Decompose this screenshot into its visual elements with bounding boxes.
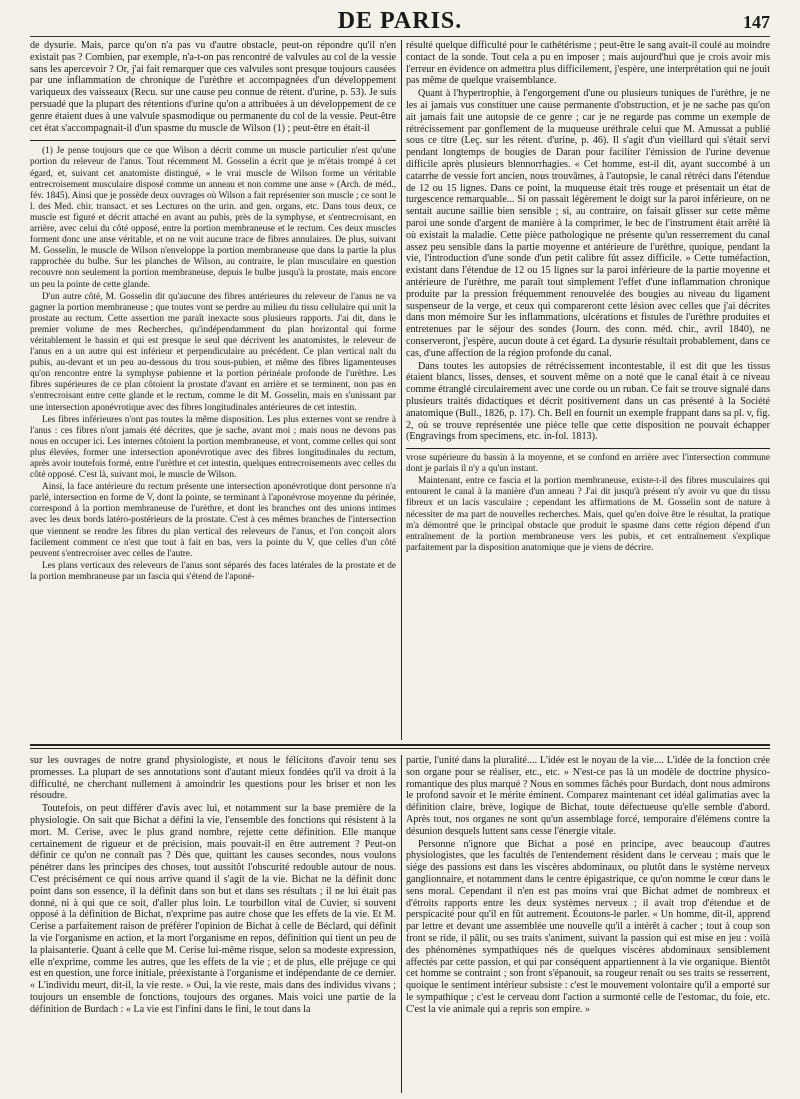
page-header [30,6,770,37]
footnote-divider [30,140,396,141]
paragraph: sur les ouvrages de notre grand physiologiste, et nous le félicitons d'avoir tenu ses promesses. La plupart de ses annotations sont d'autant mieux fondées qu'il va droit à la difficulté, ne cherchant nullement à amoindrir les questions pour les briser et non les résoudre. [30,755,396,802]
footnote-paragraph: Les fibres inférieures n'ont pas toutes la même disposition. Les plus externes vont se rendre à l'anus : ces fibres n'ont jamais été décrites, que je sache, avant moi ; mais nous ne devons pas nous en occuper ici. Les internes côtoient la portion membraneuse, et vont, comme celles qui sont plus élevées, former une intersection aponévrotique avec des fibres longitudinales du rectum, après avoir toutefois formé, entre l'urèthre et cet intestin, quelques entrecroisements avec celles du côté opposé. C'est là, suivant moi, le muscle de Wilson. [30,414,396,481]
paragraph: Personne n'ignore que Bichat a posé en principe, avec beaucoup d'autres physiologistes, que les facultés de l'entendement résident dans le cerveau ; mais que le siége des passions est dans les viscères abdominaux, ou plutôt dans le système nerveux ganglionnaire, et notamment dans le centre épigastrique, ce qu'on nomme le cœur dans le sens moral. Cependant il n'en est pas moins vrai que Bichat admet de nombreux et d'étroits rapports entre les deux systèmes nerveux ; il avait trop d'étendue et de perspicacité pour qu'il en fût autrement. Écoutons-le parler. « Un homme, dit-il, apprend par lettre et devant une assemblée une nouvelle qu'il a intérêt à cacher ; tout à coup son front se ride, il pâlit, ou ses traits s'animent, suivant la passion qui est mise en jeu : voilà des phénomènes sympathiques nés de quelques viscères abdominaux sensiblement affectés par cette passion, et qui par conséquent appartiennent à la vie organique. Bientôt cet homme se contraint ; son front s'épanouit, sa rougeur renaît ou ses traits se resserrent, quoique le sentiment intérieur subsiste : c'est le mouvement volontaire qu'il a emporté sur le sympathique ; c'est le cerveau dont l'action a surmonté celle de l'estomac, du foie, etc. C'est la vie animale qui a repris son empire. » [406,838,770,1015]
column-divider [401,40,402,740]
paragraph: Quant à l'hypertrophie, à l'engorgement d'une ou plusieurs tuniques de l'urèthre, je ne les ai jamais vus constituer une cause permanente d'obstruction, et je ne sache pas qu'on ait jamais fait une autopsie de ce genre ; car je ne regarde pas comme un exemple de rétrécissement par gonflement de la muqueuse uréthrale celui que M. Amussat a publié sous ce titre (Leç. sur les rétent. d'urine, p. 46). Il s'agit d'un vieillard qui s'était servi pendant longtemps de bougies de Daran pour faciliter l'émission de l'urine devenue difficile après plusieurs blennorrhagies. « Cet homme, est-il dit, ayant succombé à un catarrhe de vessie fort ancien, nous trouvâmes, à l'autopsie, le canal rétréci dans l'étendue de 12 ou 15 lignes. Dans ce point, la muqueuse était très rouge et présentait un état de turgescence remarquable... Si on passait légèrement le doigt sur la paroi inférieure, on ne sentait aucune saillie bien sensible ; si, au contraire, on faisait glisser sur cette même paroi une sonde d'argent de manière à la comprimer, le bec de l'instrument était arrêté là où existait la maladie. Cette pièce pathologique ne présente qu'un resserrement du canal assez peu sensible dans la partie moyenne et antérieure de l'urèthre, quoique, pendant la vie, l'introduction d'une sonde d'un petit calibre fût assez difficile. » Cette tuméfaction, existant dans l'étendue de 12 ou 15 lignes sur la paroi inférieure de la partie moyenne et antérieure de l'urèthre, me paraît tout simplement l'effet d'une inflammation chronique produite par la pression fréquemment renouvelée des bougies au niveau du ligament suspenseur de la verge, et ceux qui compareront cette lésion avec celles que j'ai décrites dans mon mémoire Sur les inflammations, ulcérations et fistules de l'urèthre produites et entretenues par le séjour des sondes (Journ. des conn. méd. chir., avril 1840), ne conserveront, j'espère, aucun doute à cet égard. La dysurie résultait probablement, dans ce cas, d'une affection de la région profonde du canal. [406,88,770,359]
footnote-paragraph: Ainsi, la face antérieure du rectum présente une intersection aponévrotique dont personne n'a parlé, intersection en forme de V, dont la pointe, se terminant à l'aponévrose moyenne du périnée, correspond à la portion membraneuse de l'urèthre, et dont les branches ont des unions intimes avec les deux bords latéro-postérieurs de la prostate. C'est à ces mêmes branches de l'intersection que viennent se rendre les fibres du plan vertical des releveurs de l'anus, et l'on conçoit alors facilement comment ce n'est que tout à fait en bas, vers la pointe du V, que celles d'un côté peuvent s'entrecroiser avec celles de l'autre. [30,482,396,559]
footnote-continuation [406,453,770,554]
paragraph: Dans toutes les autopsies de rétrécissement incontestable, il est dit que les tissus étaient blancs, lisses, denses, et souvent même on a noté que le canal était à ce niveau comme étranglé circulairement avec une corde ou un ruban. Ce fait se trouve signalé dans plusieurs traités didactiques et décrit positivement dans un cas présenté à la Société anatomique (Bull., 1826, p. 17). Ch. Bell en fournit un exemple frappant dans sa pl. v, fig. 2, où se trouve représentée une pièce telle que cette disposition ne pouvait échapper (Engravings from specimens, etc. in-fol. 1813). [406,360,770,443]
footnote-paragraph: vrose supérieure du bassin à la moyenne, et se confond en arrière avec l'intersection commune dont je parlais il n'y a qu'un instant. [406,453,770,475]
bottom-right-column [406,755,770,1095]
running-title: DE PARIS. [337,8,463,34]
bottom-left-column [30,755,396,1095]
paragraph: résulté quelque difficulté pour le cathétérisme ; peut-être le sang avait-il coulé au moindre contact de la sonde. Tout cela a pu en imposer ; mais aujourd'hui que je crois avoir mis l'erreur en évidence on admettra plus difficilement, j'espère, une interprétation qui ne jouit pas même de quelque vraisemblance. [406,40,770,87]
column-divider [401,755,402,1093]
footnote [30,146,396,583]
top-right-column [406,40,770,738]
page-number: 147 [743,12,770,32]
section-divider-thin [30,748,770,749]
footnote-divider [406,448,770,449]
footnote-paragraph: Les plans verticaux des releveurs de l'anus sont séparés des faces latérales de la prostate et de la portion membraneuse par un fascia qui s'étend de l'aponé- [30,560,396,582]
section-divider [30,744,770,746]
top-left-column [30,40,396,738]
paragraph: de dysurie. Mais, parce qu'on n'a pas vu d'autre obstacle, peut-on répondre qu'il n'en existait pas ? Combien, par exemple, n'a-t-on pas rencontré de valvules au col de la vessie sans les apercevoir ? Or, j'ai fait remarquer que ces valvules sont presque toujours causées par une inflammation de chronique de l'urèthre et accompagnées d'un développement variqueux des vaisseaux (Recu. sur une cause peu connue de rétent. d'urine, p. 53). Je suis persuadé que la plupart des rétentions d'urine qu'on a attribuées à un développement de ce genre étaient dues à une valvule spasmodique ou permanente du col de la vessie. Peut-être cet état s'accompagnait-il d'un spasme du muscle de Wilson (1) ; peut-être en était-il [30,40,396,134]
paragraph: partie, l'unité dans la pluralité.... L'idée est le noyau de la vie.... L'idée de la fonction crée son organe pour se réaliser, etc., etc. » N'est-ce pas là un modèle de doctrine physico-romantique des plus marqué ? Nous en sommes fâchés pour Burdach, dont nous admirons le profond savoir et le mérite éminent. Comparez maintenant cet idéal galimatias avec la définition claire, brève, logique de Bichat, toute défectueuse qu'elle semble d'abord. Après tout, nos organes ne sont qu'un assemblage forcé, temporaire d'élémens contre la désunion desquels luttent sans cesse l'énergie vitale. [406,755,770,837]
footnote-paragraph: Maintenant, entre ce fascia et la portion membraneuse, existe-t-il des fibres musculaires qui entourent le canal à la manière d'un anneau ? J'ai dit jusqu'à présent n'y avoir vu que du tissu fibreux et un lacis vasculaire ; cependant les affirmations de M. Gosselin sont de nature à nécessiter de ma part de nouvelles recherches. Mais, quel qu'en doive être le résultat, la pratique m'a démontré que le principal obstacle que produit le spasme dans cette région dépend d'un entraînement de la portion membraneuse vers les pubis, et cet entraînement s'explique parfaitement par la disposition anatomique que je viens de décrire. [406,476,770,553]
paragraph: Toutefois, on peut différer d'avis avec lui, et notamment sur la base première de la physiologie. On sait que Bichat a défini la vie, l'ensemble des fonctions qui résistent à la mort. M. Cerise, avec le plus grand nombre, rejette cette définition. Elle manque certainement de rigueur et de précision, mais pouvait-il en être autrement ? Peut-on définir ce qu'on ne connaît pas ? Dès que, quittant les causes secondes, nous voulons pénétrer dans les principes des choses, tout aussitôt l'obscurité redouble autour de nous. C'est précisément ce qui nous arrive quand il s'agit de la vie. Bichat ne la définit donc point dans son essence, il la définit dans son but et dans ses résultats ; il ne lui était pas donné, ni à qui que ce soit, d'aller plus loin. Le tourbillon vital de Cuvier, si souvent opposé à la définition de Bichat, n'exprime pas autre chose que les effets de la vie. Et M. Cerise a parfaitement raison de préférer l'opinion de Bichat à celle de Béclard, qui définit la vie l'organisme en action, et la mort l'organisme en repos, définition qui tient un peu de la plaisanterie. Quant à celle que M. Cerise lui-même risque, selon sa modeste expression, elle n'exprime, comme les autres, que les effets de la vie ; et de plus, elle préjuge ce qui est en question, une force initiale, préexistante à l'organisme et indépendante de ce dernier. « L'individu meurt, dit-il, la vie reste. » Oui, la vie reste, mais dans des individus vivans ; toujours un ensemble de fonctions, toujours des organes. Mais voici une partie de la définition de Burdach : « La vie est l'infini dans le fini, le tout dans la [30,803,396,1015]
footnote-paragraph: D'un autre côté, M. Gosselin dit qu'aucune des fibres antérieures du releveur de l'anus ne va gagner la portion membraneuse ; que toutes vont se perdre au milieu du tissu cellulaire qui unit la prostate au rectum. Cette assertion me paraît inexacte sous plusieurs rapports. J'ai dit, dans le premier volume de mes Recherches, qu'indépendamment du plan horizontal qui forme véritablement le bassin et qui est presque le seul que décrivent les anatomistes, le releveur de l'anus en a un autre qui est inférieur et perpendiculaire au précédent. Ce plan vertical naît du pubis, au-devant et un peu au-dessous du trou sous-pubien, et même des fibres ligamenteuses qu'on rencontre entre la symphyse pubienne et la portion périnéale profonde de l'urèthre. Les fibres supérieures de ce plan côtoient la prostate d'avant en arrière et se terminent, non pas en s'entrecroisant entre cette glande et le rectum, comme le dit M. Gosselin, mais en s'unissant par une intersection aponévrotique avec des fibres longitudinales antérieures de cet intestin. [30,291,396,413]
footnote-paragraph: (1) Je pense toujours que ce que Wilson a décrit comme un muscle particulier n'est qu'une portion du releveur de l'anus. Tout récemment M. Gosselin a écrit que je m'étais trompé à cet égard, et, suivant cet anatomiste distingué, « le vrai muscle de Wilson forme un véritable entrecroisement musculaire disposé comme un anneau et non comme une anse » (Arch. de méd., fév. 1845). Ainsi que je possède deux ouvrages où Wilson a fait représenter son muscle ; ce sont le l. des Med. chir. transact. et ses Lectures on the urin. and gen. organs, etc. Dans tous deux, ce muscle est figuré et décrit attaché en avant au pubis, près de la symphyse, et s'entrecroisant, en arrière, avec celui du côté opposé, entre la portion membraneuse et le rectum. Ces deux muscles forment donc une anse véritable, et on ne voit aucune trace de fibres annulaires. De plus, suivant M. Gosselin, le muscle de Wilson n'enveloppe la portion membraneuse que dans la partie la plus rapprochée du bulbe. Sur les planches de Wilson, au contraire, le plan musculaire en question recouvre non seulement la portion membraneuse, depuis le bulbe jusqu'à la prostate, mais encore un peu la pointe de cette glande. [30,146,396,290]
